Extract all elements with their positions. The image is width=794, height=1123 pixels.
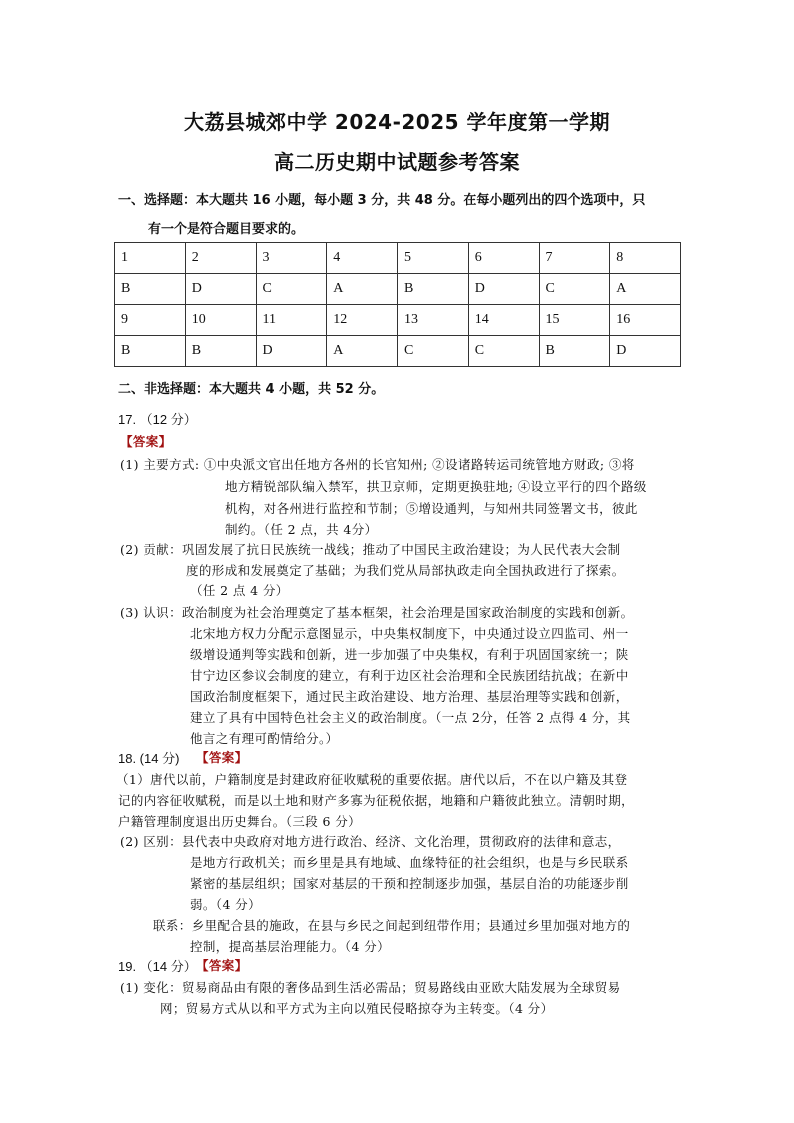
question-18-head: 18. (14 分) — [118, 751, 180, 766]
table-cell: B — [115, 274, 186, 305]
q17-p2-line: （任 2 点 4 分） — [190, 583, 289, 598]
table-cell: 9 — [115, 305, 186, 336]
q18-p2-line: (2) 区别：县代表中央政府对地方进行政治、经济、文化治理，贯彻政府的法律和意志， — [120, 834, 621, 849]
q17-p3-line: 建立了具有中国特色社会主义的政治制度。（一点 2分，任答 2 点得 4 分，其 — [190, 710, 631, 725]
table-cell: C — [256, 274, 327, 305]
q18-p2-line: 紧密的基层组织；国家对基层的干预和控制逐步加强，基层自治的功能逐步削 — [190, 876, 629, 891]
table-cell: 13 — [398, 305, 469, 336]
table-cell: B — [115, 336, 186, 367]
q19-p1-line: 网；贸易方式从以和平方式为主向以殖民侵略掠夺为主转变。（4 分） — [160, 1001, 554, 1016]
table-cell: 6 — [468, 243, 539, 274]
q18-p1-line: （1）唐代以前，户籍制度是封建政府征收赋税的重要依据。唐代以后，不在以户籍及其登 — [116, 772, 628, 787]
q17-p3-line: 甘宁边区参议会制度的建立，有利于边区社会治理和全民族团结抗战；在新中 — [190, 668, 629, 683]
q18-p1-line: 记的内容征收赋税，而是以土地和财产多寡为征税依据，地籍和户籍彼此独立。清朝时期， — [118, 793, 635, 808]
document-title: 大荔县城郊中学 2024-2025 学年度第一学期 — [183, 110, 611, 134]
table-cell: C — [539, 274, 610, 305]
table-cell: B — [185, 336, 256, 367]
q17-p3-line: (3) 认识：政治制度为社会治理奠定了基本框架，社会治理是国家政治制度的实践和创新。 — [120, 605, 634, 620]
section2-heading: 二、非选择题：本大题共 4 小题，共 52 分。 — [118, 382, 385, 397]
table-cell: 16 — [610, 305, 681, 336]
table-cell: A — [327, 336, 398, 367]
table-cell: A — [610, 274, 681, 305]
q17-p3-line: 国政治制度框架下，通过民主政治建设、地方治理、基层治理等实践和创新， — [190, 689, 629, 704]
question-17-head: 17. （12 分） — [118, 412, 197, 427]
table-cell: 12 — [327, 305, 398, 336]
table-cell: 8 — [610, 243, 681, 274]
q18-p1-line: 户籍管理制度退出历史舞台。（三段 6 分） — [118, 814, 362, 829]
q18-p2-line: 弱。（4 分） — [190, 897, 261, 912]
q17-p1-line: 制约。（任 2 点，共 4分） — [225, 522, 378, 537]
table-cell: 1 — [115, 243, 186, 274]
section1-heading-cont: 有一个是符合题目要求的。 — [148, 222, 305, 237]
table-cell: 7 — [539, 243, 610, 274]
q17-p2-line: (2) 贡献：巩固发展了抗日民族统一战线；推动了中国民主政治建设；为人民代表大会制 — [120, 542, 621, 557]
q17-p3-line: 他言之有理可酌情给分。） — [190, 731, 339, 746]
table-cell: D — [256, 336, 327, 367]
table-cell: C — [468, 336, 539, 367]
table-cell: D — [610, 336, 681, 367]
q17-p3-line: 级增设通判等实践和创新，进一步加强了中央集权，有利于巩固国家统一；陕 — [190, 647, 629, 662]
document-subtitle: 高二历史期中试题参考答案 — [274, 150, 520, 174]
table-cell: 15 — [539, 305, 610, 336]
table-cell: B — [539, 336, 610, 367]
answer-tag: 【答案】 — [196, 750, 248, 765]
answer-tag: 【答案】 — [196, 958, 248, 973]
table-cell: B — [398, 274, 469, 305]
q17-p1-line: 地方精锐部队编入禁军，拱卫京师，定期更换驻地; ④设立平行的四个路级 — [225, 479, 647, 494]
section1-heading: 一、选择题：本大题共 16 小题，每小题 3 分，共 48 分。在每小题列出的四个选项中，只 — [118, 193, 646, 208]
table-cell: 4 — [327, 243, 398, 274]
table-cell: C — [398, 336, 469, 367]
table-row — [115, 243, 681, 274]
q19-p1-line: (1) 变化：贸易商品由有限的奢侈品到生活必需品；贸易路线由亚欧大陆发展为全球贸易 — [120, 980, 621, 995]
q17-p2-line: 度的形成和发展奠定了基础；为我们党从局部执政走向全国执政进行了探索。 — [186, 563, 625, 578]
table-cell: 14 — [468, 305, 539, 336]
table-cell: 11 — [256, 305, 327, 336]
q18-p3-line: 控制，提高基层治理能力。（4 分） — [190, 939, 390, 954]
question-19-head: 19. （14 分） — [118, 959, 197, 974]
q17-p3-line: 北宋地方权力分配示意图显示，中央集权制度下，中央通过设立四监司、州一 — [190, 626, 629, 641]
answer-table — [114, 242, 681, 367]
answer-tag: 【答案】 — [120, 434, 172, 449]
table-cell: 10 — [185, 305, 256, 336]
table-cell: A — [327, 274, 398, 305]
q17-p1-line: (1) 主要方式: ①中央派文官出任地方各州的长官知州; ②设诸路转运司统管地方财政; ③将 — [120, 457, 635, 472]
q18-p3-line: 联系：乡里配合县的施政，在县与乡民之间起到纽带作用；县通过乡里加强对地方的 — [153, 918, 631, 933]
q18-p2-line: 是地方行政机关；而乡里是具有地域、血缘特征的社会组织，也是与乡民联系 — [190, 855, 629, 870]
table-cell: 2 — [185, 243, 256, 274]
table-row — [115, 305, 681, 336]
table-row — [115, 274, 681, 305]
q17-p1-line: 机构，对各州进行监控和节制；⑤增设通判，与知州共同签署文书，彼此 — [225, 501, 638, 516]
table-cell: 3 — [256, 243, 327, 274]
table-cell: D — [185, 274, 256, 305]
table-row — [115, 336, 681, 367]
table-cell: 5 — [398, 243, 469, 274]
table-cell: D — [468, 274, 539, 305]
